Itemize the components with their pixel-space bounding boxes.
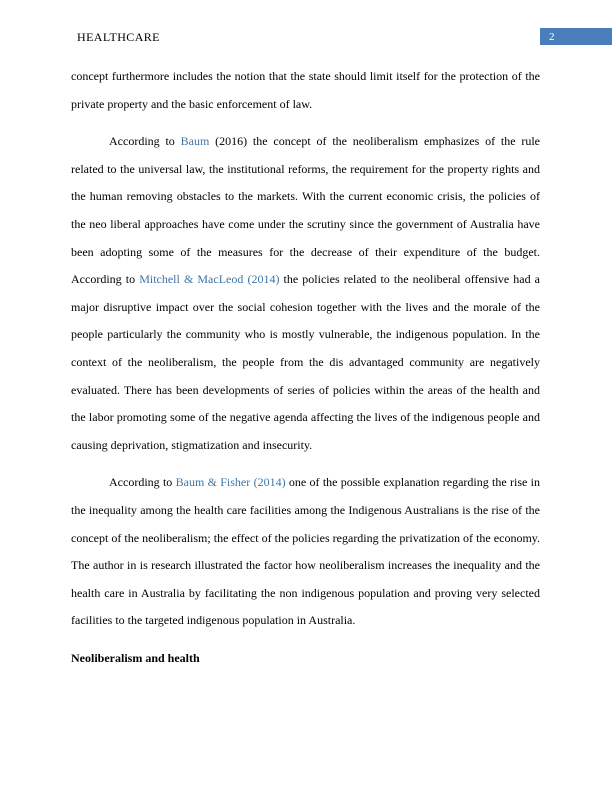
paragraph [71,128,540,459]
paragraph [71,469,540,635]
text-run: According to [109,475,176,490]
text-run: concept furthermore includes the notion that the state should limit itself for the protection of the private property and the basic enforcement of law. [71,69,540,111]
text-run: According to [109,134,181,149]
document-body [71,63,540,672]
paragraphs [71,63,540,635]
citation-reference: Baum & Fisher (2014) [175,475,286,490]
section-heading: Neoliberalism and health [71,650,200,665]
citation-reference: Baum [180,134,210,149]
paragraph [71,63,540,118]
text-run: (2016) the concept of the neoliberalism emphasizes of the rule related to the universal law, the institutional reforms, the requirement for the property rights and the human removing obstacles to the markets. With the current economic crisis, the policies of the neo liberal approaches have come under the scrutiny since the government of Australia have been adopting some of the measures for the decrease of their expenditure of the budget. According to [71,134,541,287]
page-number: 2 [549,30,555,43]
page-header [77,28,612,46]
running-head: HEALTHCARE [77,30,160,44]
text-run: one of the possible explanation regarding the rise in the inequality among the health care facilities among the Indigenous Australians is the rise of the concept of the neoliberalism; the effect of the policies regarding the privatization of the economy. The author in is research illustrated the factor how neoliberalism increases the inequality and the health care in Australia by facilitating the non indigenous population and proving very selected facilities to the targeted indigenous population in Australia. [71,475,540,628]
citation-reference: Mitchell & MacLeod (2014) [139,272,280,287]
page-number-badge [540,28,612,45]
text-run: the policies related to the neoliberal offensive had a major disruptive impact over the social cohesion together with the lives and the morale of the people particularly the community who is mostly vulnerable, the indigenous population. In the context of the neoliberalism, the people from the dis advantaged community are negatively evaluated. There has been developments of series of policies within the areas of the health and the labor promoting some of the negative agenda affecting the lives of the indigenous people and causing deprivation, stigmatization and insecurity. [71,272,541,452]
